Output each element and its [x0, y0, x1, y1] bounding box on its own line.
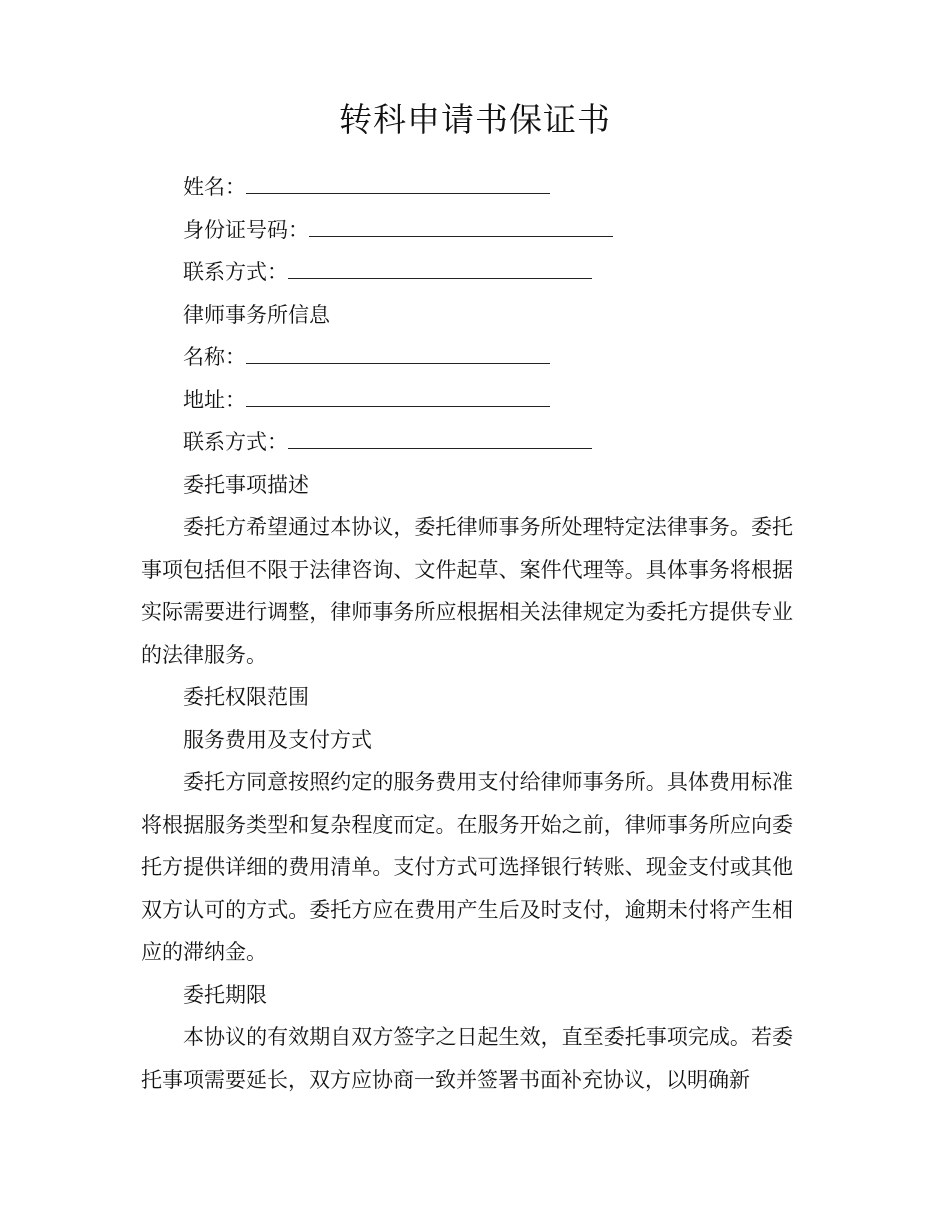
name-label: 姓名： [183, 175, 246, 199]
name-field [141, 166, 793, 209]
id-number-label: 身份证号码： [183, 217, 309, 242]
section-heading-authority: 委托权限范围 [183, 685, 309, 709]
contact-label: 联系方式： [183, 260, 288, 284]
firm-info-heading: 律师事务所信息 [183, 302, 330, 327]
section-paragraph-fees: 委托方同意按照约定的服务费用支付给律师事务所。具体费用标准将根据服务类型和复杂程度而定。在服务开始之前，律师事务所应向委托方提供详细的费用清单。支付方式可选择银行转账、现金支付或其他双方认可的方式。委托方应在费用产生后及时支付，逾期未付将产生相应的滞纳金。 [141, 770, 793, 964]
section-heading-fees: 服务费用及支付方式 [183, 727, 372, 752]
contact-blank-line[interactable] [288, 254, 592, 279]
section-paragraph-term: 本协议的有效期自双方签字之日起生效，直至委托事项完成。若委托事项需要延长，双方应协商一致并签署书面补充协议，以明确新 [141, 1025, 793, 1092]
firm-name-label: 名称： [183, 345, 246, 369]
document-body [141, 166, 793, 1101]
contact-field [141, 251, 793, 294]
firm-contact-blank-line[interactable] [288, 424, 592, 449]
section-heading-matters: 委托事项描述 [183, 472, 309, 497]
firm-contact-label: 联系方式： [183, 430, 288, 454]
firm-address-label: 地址： [183, 387, 246, 412]
id-number-blank-line[interactable] [309, 212, 613, 237]
firm-address-field [141, 379, 793, 422]
section-paragraph-matters: 委托方希望通过本协议，委托律师事务所处理特定法律事务。委托事项包括但不限于法律咨询、文件起草、案件代理等。具体事务将根据实际需要进行调整，律师事务所应根据相关法律规定为委托方提供专业的法律服务。 [141, 515, 793, 667]
id-number-field [141, 209, 793, 252]
section-heading-term: 委托期限 [183, 982, 267, 1007]
firm-address-blank-line[interactable] [246, 382, 550, 407]
document-title: 转科申请书保证书 [339, 100, 611, 139]
firm-name-blank-line[interactable] [246, 339, 550, 364]
name-blank-line[interactable] [246, 169, 550, 194]
firm-name-field [141, 336, 793, 379]
firm-contact-field [141, 421, 793, 464]
